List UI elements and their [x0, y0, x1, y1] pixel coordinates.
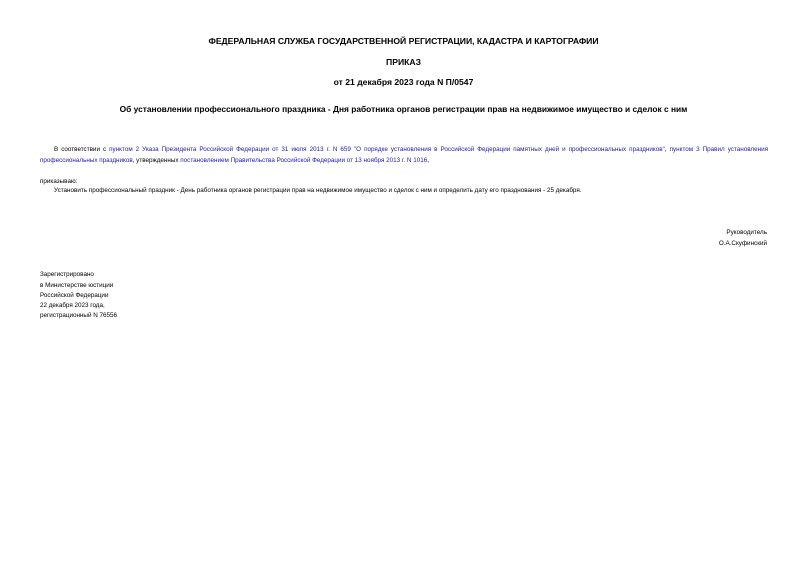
link-rules-point-3[interactable]: пунктом 3 Правил установления профессиональных праздников [40, 146, 768, 164]
ordered-phrase: приказываю: [40, 178, 78, 185]
link-presidential-decree[interactable]: пунктом 2 Указа Президента Российской Федерации от 31 июля 2013 г. N 659 "О порядке установления в Российской Федерации памятных дней и профессиональных праздников" [109, 146, 665, 153]
document-title: Об установлении профессионального праздника - Дня работника органов регистрации прав на недвижимое имущество и сделок с ним [119, 104, 688, 114]
signatory-name: О.А.Скуфинский [718, 240, 767, 247]
registration-line-2: в Министерстве юстиции [40, 282, 114, 289]
preamble-text-4: , [427, 157, 429, 164]
registration-line-5: регистрационный N 76556 [40, 312, 118, 319]
decree-paragraph: Установить профессиональный праздник - День работника органов регистрации прав на недвижимое имущество и сделок с ним и определить дату его празднования - 25 декабря. [54, 187, 582, 194]
link-government-resolution[interactable]: постановлением Правительства Российской Федерации от 13 ноября 2013 г. N 1016 [180, 157, 428, 164]
preamble-text-1: В соответствии с [54, 146, 110, 153]
registration-line-1: Зарегистрировано [40, 271, 94, 278]
agency-name: ФЕДЕРАЛЬНАЯ СЛУЖБА ГОСУДАРСТВЕННОЙ РЕГИСТРАЦИИ, КАДАСТРА И КАРТОГРАФИИ [208, 36, 599, 46]
preamble-text-3: , утвержденных [132, 157, 181, 164]
signatory-position: Руководитель [726, 229, 767, 236]
preamble-paragraph [40, 144, 768, 166]
registration-line-3: Российской Федерации [40, 292, 109, 299]
preamble-text-2: , [664, 146, 670, 153]
document-date-number: от 21 декабря 2023 года N П/0547 [333, 77, 474, 87]
document-type: ПРИКАЗ [386, 57, 421, 67]
registration-line-4: 22 декабря 2023 года, [40, 302, 105, 309]
